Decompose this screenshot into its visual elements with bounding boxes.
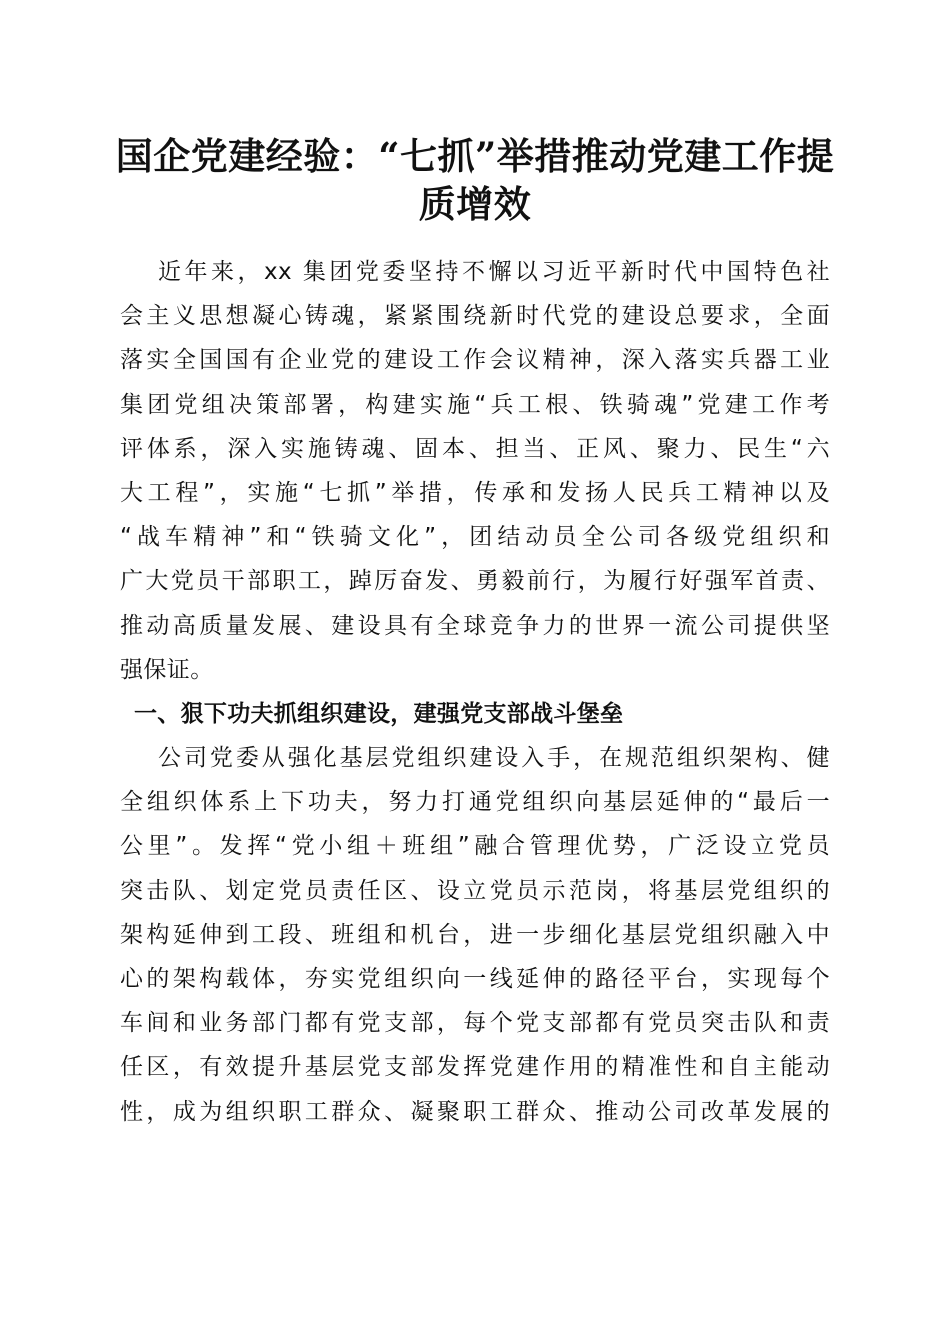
section-heading: 一、狠下功夫抓组织建设，建强党支部战斗堡垒 xyxy=(134,700,624,727)
paragraph-line: 性，成为组织职工群众、凝聚职工群众、推动公司改革发展的 xyxy=(120,1098,830,1125)
paragraph-line: 公司党委从强化基层党组织建设入手，在规范组织架构、健 xyxy=(158,745,830,772)
paragraph-line: 强保证。 xyxy=(120,656,214,683)
section1-paragraph xyxy=(120,736,830,1134)
paragraph-line: 推动高质量发展、建设具有全球竞争力的世界一流公司提供坚 xyxy=(120,612,830,639)
document-body xyxy=(120,250,830,1134)
paragraph-line: 突击队、划定党员责任区、设立党员示范岗，将基层党组织的 xyxy=(120,877,830,904)
document-title xyxy=(110,132,840,228)
paragraph-line: 集团党组决策部署，构建实施“兵工根、铁骑魂”党建工作考 xyxy=(120,391,830,418)
paragraph-line: 会主义思想凝心铸魂，紧紧围绕新时代党的建设总要求，全面 xyxy=(120,303,830,330)
paragraph-line: 全组织体系上下功夫，努力打通党组织向基层延伸的“最后一 xyxy=(120,789,830,816)
paragraph-line: “战车精神”和“铁骑文化”，团结动员全公司各级党组织和 xyxy=(120,524,830,551)
paragraph-line: 公里”。发挥“党小组＋班组”融合管理优势，广泛设立党员 xyxy=(120,833,830,860)
paragraph-line: 大工程”，实施“七抓”举措，传承和发扬人民兵工精神以及 xyxy=(120,479,830,506)
title-line: 国企党建经验：“七抓”举措推动党建工作提 xyxy=(115,134,835,178)
paragraph-line: 心的架构载体，夯实党组织向一线延伸的路径平台，实现每个 xyxy=(120,966,830,992)
paragraph-line: 落实全国国有企业党的建设工作会议精神，深入落实兵器工业 xyxy=(120,347,830,374)
paragraph-line: 广大党员干部职工，踔厉奋发、勇毅前行，为履行好强军首责、 xyxy=(120,568,830,595)
paragraph-line: 任区，有效提升基层党支部发挥党建作用的精准性和自主能动 xyxy=(120,1054,830,1081)
paragraph-line: 评体系，深入实施铸魂、固本、担当、正风、聚力、民生“六 xyxy=(120,435,830,462)
intro-paragraph xyxy=(120,250,830,692)
paragraph-line: 车间和业务部门都有党支部，每个党支部都有党员突击队和责 xyxy=(120,1010,830,1037)
paragraph-line: 架构延伸到工段、班组和机台，进一步细化基层党组织融入中 xyxy=(120,921,830,948)
paragraph-line: 近年来，xx 集团党委坚持不懈以习近平新时代中国特色社 xyxy=(158,259,830,285)
title-line: 质增效 xyxy=(418,182,532,226)
